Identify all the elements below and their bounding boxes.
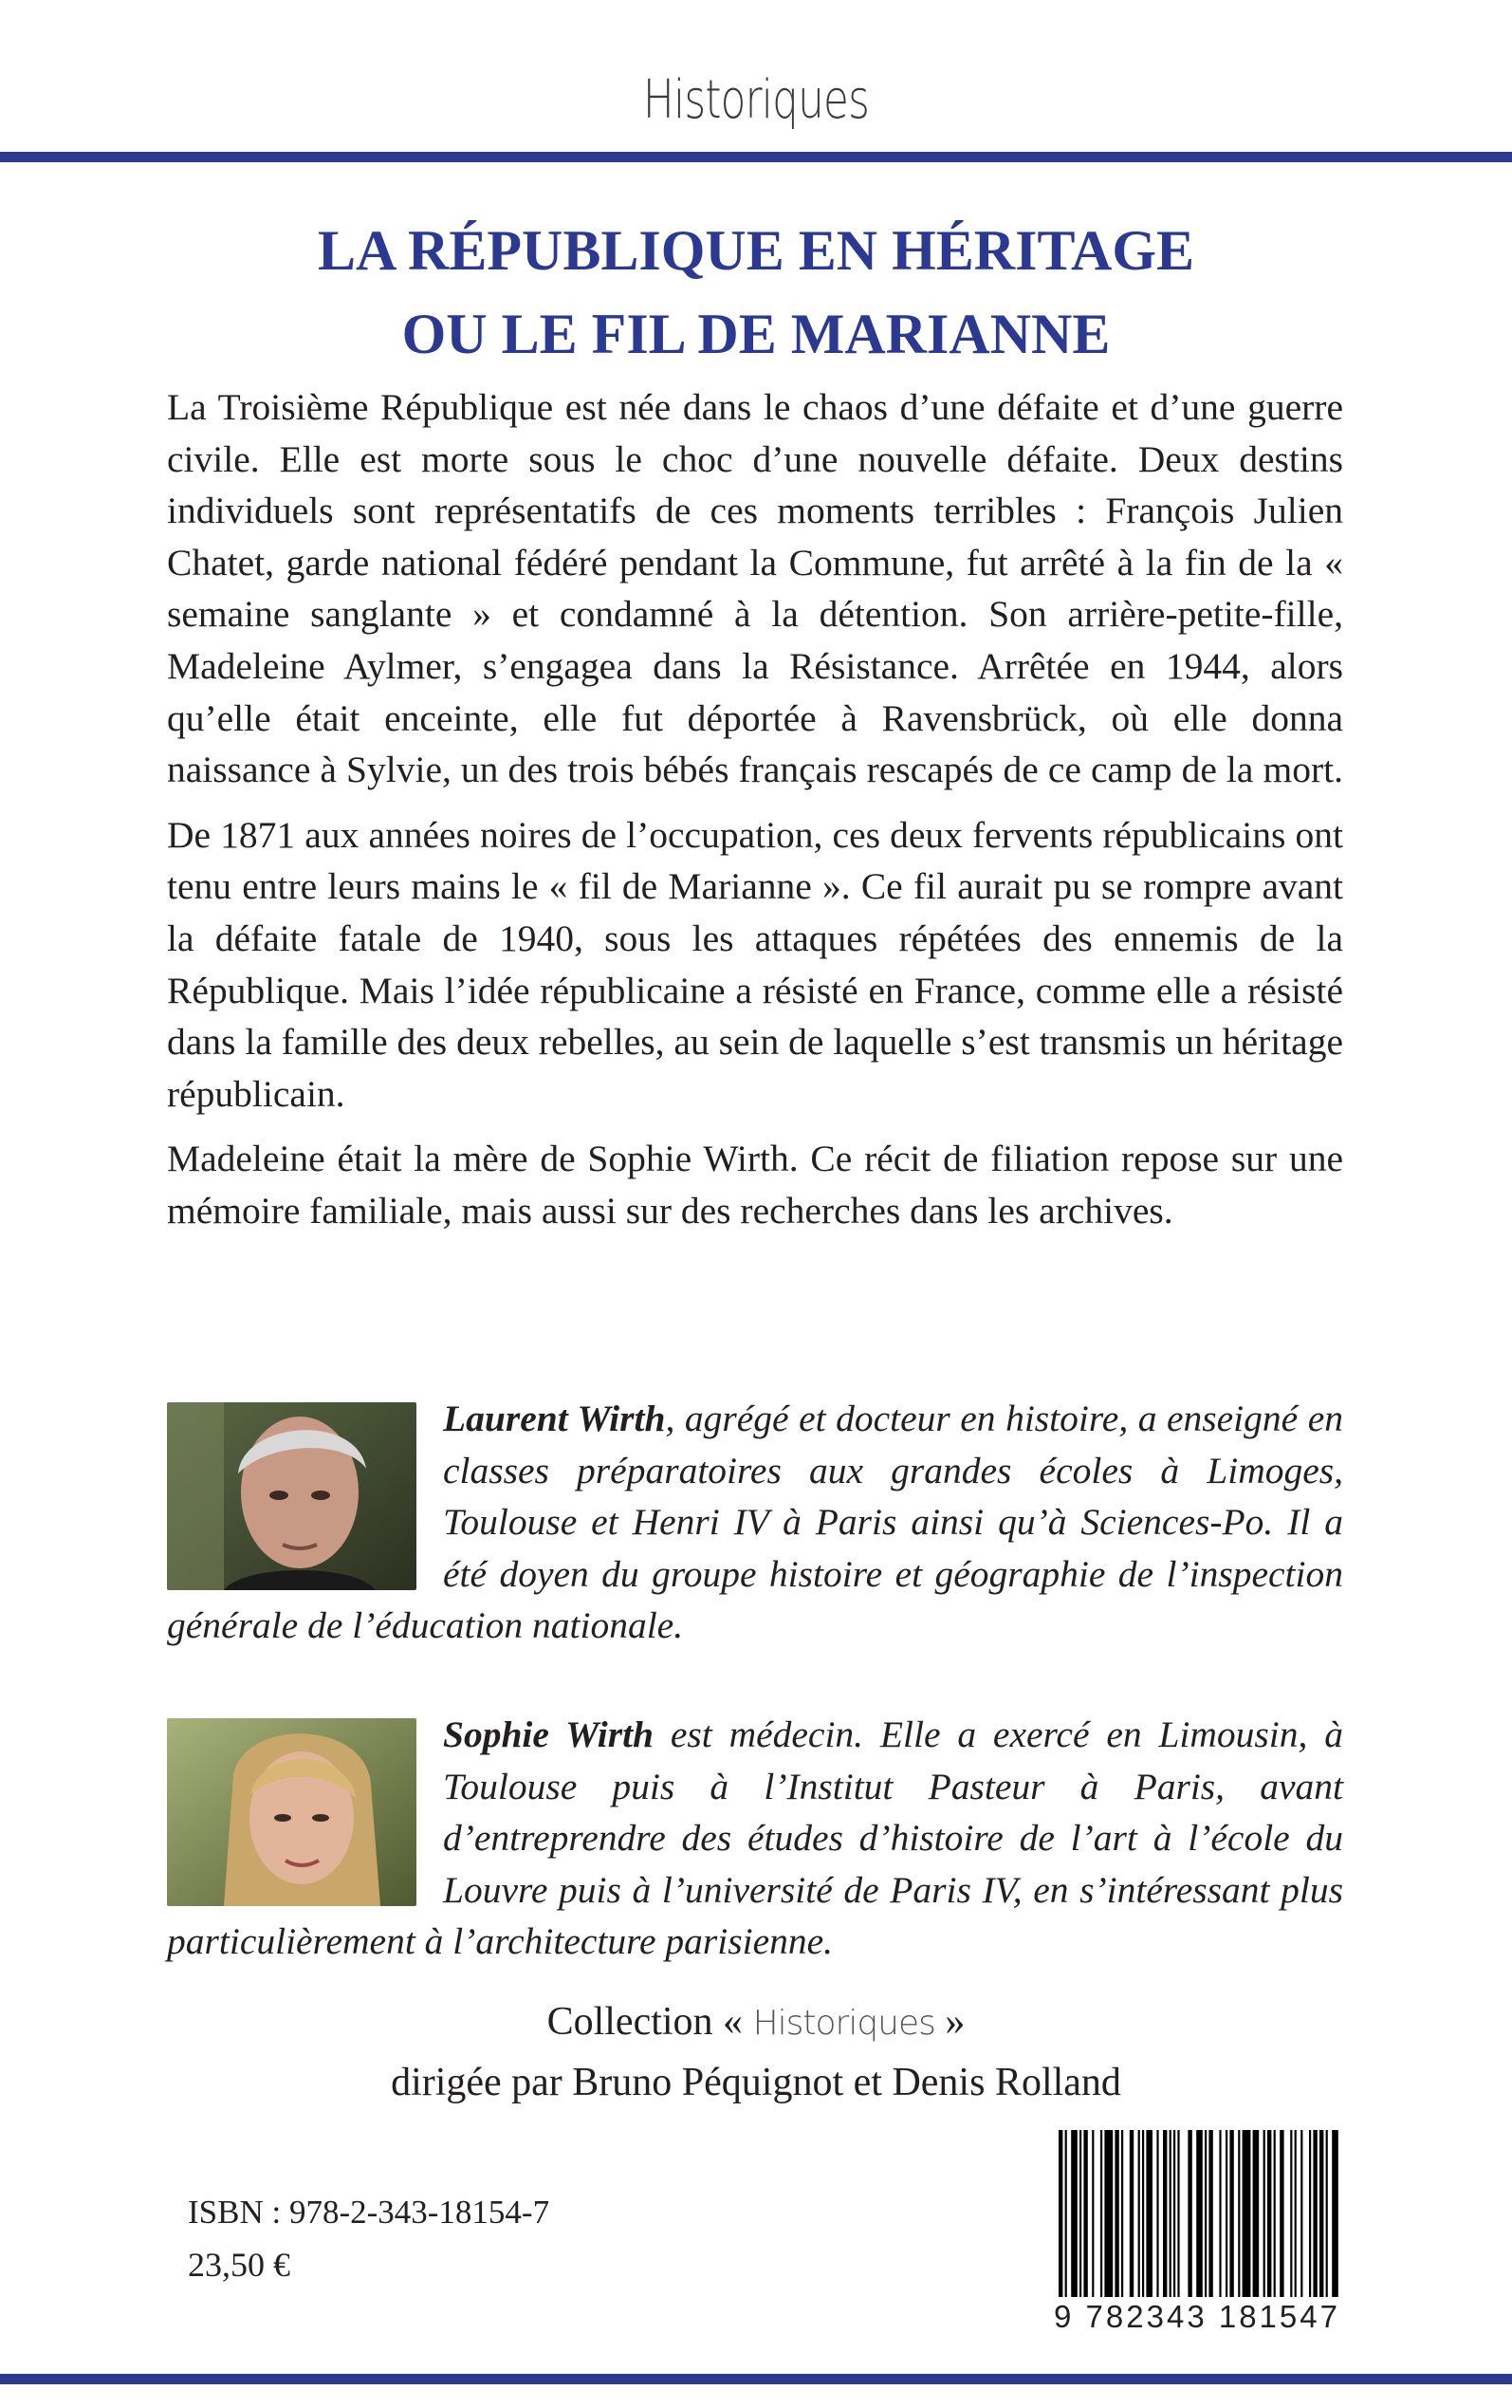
barcode-bar <box>1253 2130 1260 2297</box>
barcode-bar <box>1092 2130 1094 2297</box>
barcode-bars <box>1051 2130 1343 2297</box>
barcode-bar <box>1290 2130 1292 2297</box>
series-logo: Historiques <box>642 69 870 131</box>
barcode-bar <box>1173 2130 1175 2297</box>
barcode-bar <box>1059 2130 1062 2297</box>
barcode-bar <box>1300 2130 1302 2297</box>
barcode-bar <box>1170 2130 1171 2297</box>
barcode-bar <box>1100 2130 1102 2297</box>
author-photo <box>167 1718 416 1906</box>
barcode <box>1051 2130 1343 2334</box>
book-title <box>0 209 1512 376</box>
bottom-rule <box>0 2374 1512 2384</box>
collection-prefix: Collection « <box>546 2000 753 2044</box>
author-bio-sophie <box>167 1709 1343 1968</box>
barcode-bar <box>1083 2130 1087 2297</box>
collection-line <box>0 1992 1512 2053</box>
barcode-bar <box>1226 2130 1227 2297</box>
barcode-bar <box>1115 2130 1118 2297</box>
barcode-bar <box>1196 2130 1203 2297</box>
collection-suffix: » <box>934 2000 966 2044</box>
top-rule <box>0 152 1512 162</box>
barcode-bar <box>1104 2130 1113 2297</box>
barcode-bar <box>1079 2130 1081 2297</box>
barcode-bar <box>1208 2130 1212 2297</box>
barcode-bar <box>1274 2130 1276 2297</box>
barcode-bar <box>1280 2130 1283 2297</box>
barcode-bar <box>1146 2130 1152 2297</box>
barcode-bar <box>1177 2130 1179 2297</box>
collection-series: Historiques <box>752 2004 935 2043</box>
barcode-bar <box>1071 2130 1078 2297</box>
barcode-bar <box>1138 2130 1140 2297</box>
author-bio-laurent <box>167 1393 1343 1652</box>
summary-paragraph: Madeleine était la mère de Sophie Wirth. Ce récit de filiation repose sur une mémoire familiale, mais aussi sur des recherches dans les archives. <box>167 1138 1343 1232</box>
barcode-bar <box>1156 2130 1158 2297</box>
barcode-bar <box>1326 2130 1328 2297</box>
barcode-digits: 9 782343 181547 <box>1054 2299 1340 2334</box>
barcode-bar <box>1229 2130 1233 2297</box>
price: 23,50 € <box>188 2246 290 2284</box>
barcode-bar <box>1295 2130 1297 2297</box>
barcode-bar <box>1263 2130 1265 2297</box>
collection-directors: dirigée par Bruno Péquignot et Denis Rolland <box>391 2061 1121 2104</box>
collection-info <box>0 1992 1512 2112</box>
barcode-bar <box>1238 2130 1240 2297</box>
author-name: Laurent Wirth <box>443 1398 666 1439</box>
author-name: Sophie Wirth <box>443 1713 655 1755</box>
barcode-bar <box>1205 2130 1207 2297</box>
author-photo <box>167 1402 416 1590</box>
barcode-bar <box>1219 2130 1221 2297</box>
barcode-bar <box>1319 2130 1323 2297</box>
barcode-bar <box>1313 2130 1317 2297</box>
isbn: ISBN : 978-2-343-18154-7 <box>188 2194 550 2231</box>
barcode-bar <box>1130 2130 1134 2297</box>
title-line-1: LA RÉPUBLIQUE EN HÉRITAGE <box>317 219 1195 282</box>
summary-paragraph: La Troisième République est née dans le chaos d’une défaite et d’une guerre civile. Elle est morte sous le choc d’une nouvelle défaite. Deux destins individuels sont représentatifs de ces moments terribles : François Julien Chatet, garde national fédéré pendant la Commune, fut arrêté à la fin de la « semaine sanglante » et condamné à la détention. Son arrière-petite-fille, Madeleine Aylmer, s’engagea dans la Résistance. Arrêtée en 1944, alors qu’elle était enceinte, elle fut déportée à Ravensbrück, où elle donna naissance à Sylvie, un des trois bébés français rescapés de ce camp de la mort. <box>167 386 1343 791</box>
barcode-bar <box>1332 2130 1338 2297</box>
author-bio-text: est médecin. Elle a exercé en Limousin, à Toulouse puis à l’Institut Pasteur à Paris, avant d’entreprendre des études d’histoire de l’art à l’école du Louvre puis à l’université de Paris IV, en s’intéressant plus particulièrement à l’architecture parisienne. <box>167 1713 1343 1963</box>
title-line-2: OU LE FIL DE MARIANNE <box>401 303 1111 365</box>
barcode-bar <box>1065 2130 1067 2297</box>
summary <box>167 381 1343 1250</box>
barcode-bar <box>1188 2130 1191 2297</box>
summary-paragraph: De 1871 aux années noires de l’occupation, ces deux fervents républicains ont tenu entre leurs mains le « fil de Marianne ». Ce fil aurait pu se rompre avant la défaite fatale de 1940, sous les attaques répétées des ennemis de la République. Mais l’idée républicaine a résisté en France, comme elle a résisté dans la famille des deux rebelles, au sein de laquelle s’est transmis un héritage républicain. <box>167 813 1343 1115</box>
barcode-bar <box>1309 2130 1311 2297</box>
barcode-bar <box>1142 2130 1144 2297</box>
barcode-bar <box>1267 2130 1271 2297</box>
barcode-bar <box>1243 2130 1251 2297</box>
barcode-bar <box>1121 2130 1123 2297</box>
barcode-bar <box>1163 2130 1167 2297</box>
author-bio-text: , agrégé et docteur en histoire, a enseigné en classes préparatoires aux grandes écoles à Limoges, Toulouse et Henri IV à Paris ainsi qu’à Sciences-Po. Il a été doyen du groupe histoire et géographie de l’inspection générale de l’éducation nationale. <box>167 1398 1343 1647</box>
